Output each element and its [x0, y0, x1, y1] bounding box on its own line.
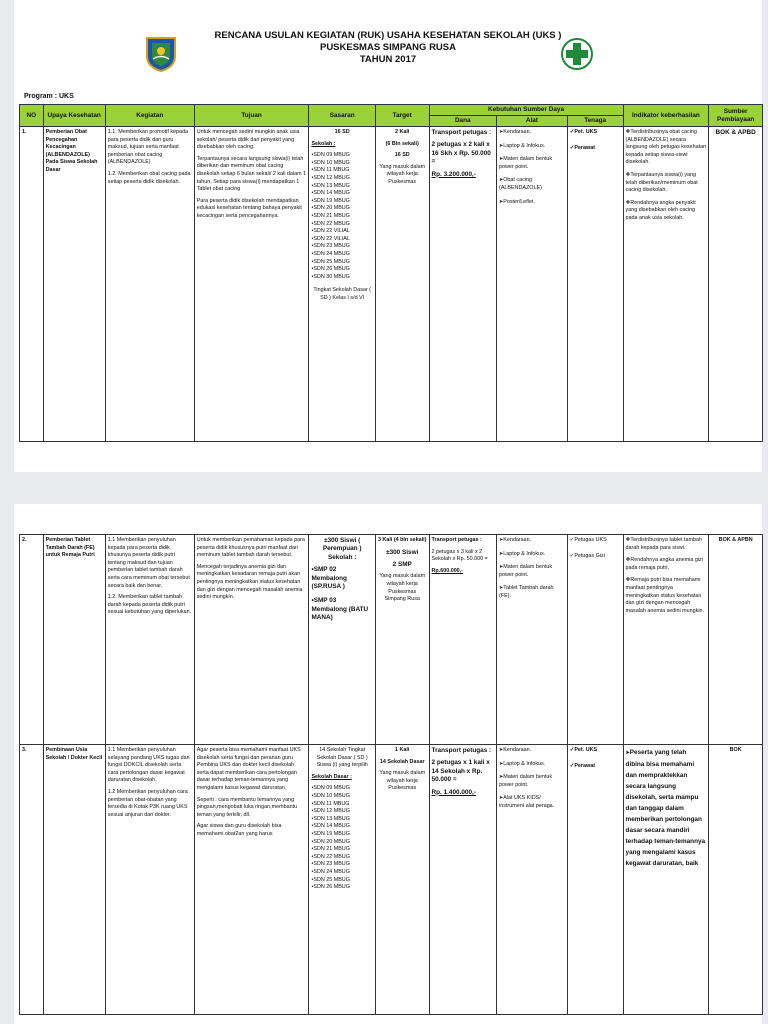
list-item: ✓ Perawat: [570, 763, 621, 771]
list-item: ➤ Kendaraan.: [499, 537, 565, 545]
row-dana: [429, 535, 497, 745]
row-sumber: BOK & APBD: [709, 127, 763, 442]
list-item: ❖ Rendahnya angka penyakit yang disebabkan oleh cacing pada anak usia sekolah.: [626, 200, 707, 223]
title-line-2: PUSKESMAS SIMPANG RUSA: [319, 42, 456, 53]
col-header-upaya: Upaya Kesehatan: [43, 105, 105, 127]
list-item: ❖ Remaja putri bisa memahami manfaat pentingnya meningkatkan status kesehatan dan gizi dengan mencegah masalah anemia sedini mungkin.: [626, 577, 707, 615]
list-item: ✓ Petugas Gizi: [570, 553, 621, 561]
row-number: 3.: [20, 745, 44, 1015]
dana-item: 2 petugas x 2 kali x 16 Skh x Rp. 50.000 =: [431, 141, 491, 166]
program-label: Program : UKS: [24, 93, 74, 100]
list-item: ➤ Laptop & Infokus.: [499, 761, 565, 769]
list-item: ❖ Rendahnya angka anemia gizi pada remaja putri.: [626, 557, 707, 572]
row-tujuan: [194, 127, 309, 442]
list-item: • SDN 23 MBUG: [311, 243, 372, 251]
list-item: • SDN 13 MBUG: [311, 816, 372, 824]
dana-total: Rp.600.000,-: [431, 567, 463, 574]
tujuan-item: Seperti : cara membantu temannya yang pingsan,mengobati luka ringan,membantu teman yang terkilir, dll.: [196, 796, 298, 818]
list-item: • SDN 22 VILIAL: [311, 228, 372, 236]
list-item: • SDN 25 MBUG: [311, 877, 372, 885]
list-item: • SDN 25 MBUG: [311, 259, 372, 267]
dana-item: 2 petugas x 1 kali x 14 Sekolah x Rp. 50.000 =: [431, 759, 490, 784]
list-item: • SDN 20 MBUG: [311, 839, 372, 847]
list-item: ➤ Kendaraan.: [499, 129, 565, 137]
tujuan-item: Para peserta didik disekolah mendapatkan edukasi kesehatan tentang bahaya penyakit kecacingan serta pencegahannya.: [196, 197, 302, 219]
row-indikator: [623, 127, 709, 442]
list-item: ✓ Perawat: [570, 145, 621, 153]
title-line-3: TAHUN 2017: [359, 54, 417, 65]
list-item: • SDN 20 MBUG: [311, 205, 372, 213]
list-item: • SDN 21 MBUG: [311, 213, 372, 221]
row-alat: [497, 745, 568, 1015]
list-item: • SDN 22 MBUG: [311, 221, 372, 229]
list-item: ➤ Alat UKS KIDS/ instrument alat peraga.: [499, 795, 565, 810]
kegiatan-item: 1.2. Memberikan obat cacing pada setiap peserta didik disekolah.: [107, 170, 191, 185]
dana-item: Transport petugas :: [431, 537, 482, 543]
list-item: ❖ Terdistribusinya obat cacing (ALBENDAZOLE) secara langsung oleh petugas kesehatan kepada setiap siswa-siswi disekolah.: [626, 129, 707, 167]
col-header-kebutuhan: Kebutuhan Sumber Daya: [429, 105, 623, 116]
list-item: • SDN 21 MBUG: [311, 846, 372, 854]
list-item: • SDN 26 MBUG: [311, 266, 372, 274]
row-kegiatan: [105, 127, 194, 442]
tujuan-item: Untuk memberikan pemahaman kepada para peserta didik khususnya putri manfaat dari meminum tablet tambah darah tersebut.: [196, 537, 305, 559]
target-item: Yang masuk dalam wilayah kerja Puskesmas: [379, 163, 426, 185]
target-item: 16 SD: [394, 152, 410, 159]
row-upaya: Pemberian Obat Pencegahan Kecacingan (ALBENDAZOLE) Pada Siswa Sekolah Dasar: [43, 127, 105, 442]
col-header-tenaga: Tenaga: [567, 116, 623, 127]
row-tujuan: [194, 745, 309, 1015]
sasaran-footer: Tingkat Sekolah Dasar ( SD ) Kelas I s/d VI: [313, 287, 371, 301]
list-item: • SDN 09 MBUG: [311, 785, 372, 793]
sasaran-heading: 14 Sekolah Tingkat Sekolah Dasar ( SD ) Siswa (i) yang terpilih: [316, 747, 368, 769]
col-header-indikator: Indikator keberhasilan: [623, 105, 709, 127]
list-item: • SMP 03 Membalong (BATU MANA): [311, 597, 372, 622]
tujuan-item: Agar siswa dan guru disekolah bisa memahami obat2an yang harus: [196, 823, 282, 837]
dana-total: Rp. 3.200.000,-: [431, 170, 476, 178]
sasaran-school-list: [311, 152, 372, 281]
ruk-table-page-2: [19, 534, 763, 1015]
document-title: [14, 30, 762, 66]
col-header-dana: Dana: [429, 116, 497, 127]
title-line-1: RENCANA USULAN KEGIATAN (RUK) USAHA KESEHATAN SEKOLAH (UKS ): [214, 30, 562, 41]
row-dana: [429, 127, 497, 442]
col-header-sasaran: Sasaran: [309, 105, 375, 127]
list-item: ➤ Poster/Leflet.: [499, 199, 565, 207]
table-row: [20, 745, 763, 1015]
row-tujuan: [194, 535, 309, 745]
tujuan-item: Terpantaunya secara langsung siswa(i) telah diberikan dan meminum obat cacing disekolah setiap 6 bulan sekali/ 2 kali dalam 1 tahun, Setiap para siswa(i) mendapatkan 1 Tablet obat cacing: [196, 155, 307, 193]
sasaran-school-list: [311, 566, 372, 622]
tujuan-item: Untuk mencegah sedini mungkin anak usia sekolah/ peserta didik dari penyakit yang disebabkan oleh cacing.: [196, 129, 300, 151]
list-item: • SDN 30 MBUG: [311, 274, 372, 282]
row-alat: [497, 127, 568, 442]
col-header-sumber: Sumber Pembiayaan: [709, 105, 763, 127]
list-item: • SDN 14 MBUG: [311, 823, 372, 831]
row-target: [375, 535, 429, 745]
list-item: ➤ Obat cacing (ALBENDAZOLE): [499, 177, 565, 192]
row-sasaran: [309, 535, 375, 745]
target-item: 14 Sekolah Dasar: [379, 758, 425, 765]
list-item: • SDN 12 MBUG: [311, 175, 372, 183]
list-item: • SDN 10 MBUG: [311, 160, 372, 168]
kegiatan-item: 1.1 Memberikan penyuluhan selayang pandang UKS tugas dan fungsi DOKCIL disekolah serta cara pertolongan dasar kegawat daruratan disekolah.: [107, 747, 190, 784]
list-item: • SDN 11 MBUG: [311, 167, 372, 175]
row-number: 1.: [20, 127, 44, 442]
list-item: • SDN 11 MBUG: [311, 801, 372, 809]
list-item: ➤ Materi dalam bentuk power point.: [499, 156, 565, 171]
row-upaya: Pemberian Tablet Tambah Darah (FE) untuk Remaja Putri: [43, 535, 105, 745]
document-page-2: [14, 504, 762, 1024]
health-cross-icon: [561, 38, 593, 70]
row-number: 2.: [20, 535, 44, 745]
row-tenaga: [567, 535, 623, 745]
tujuan-item: Agar peserta bisa memahami manfaat UKS disekolah serta fungsi dan peranan guru Pembina UKS dan dokter kecil disekolah serta dapat memberikan cara pertolongan dasar terhadap teman-temannya yang mengalami kasus kegawat daruratan.: [196, 747, 301, 791]
kegiatan-item: 1.2. Memberikan tablet tambah darah kepada peserta didik putri sesuai kebutuhan yang diperlukan.: [107, 594, 192, 616]
row-target: [375, 745, 429, 1015]
row-sasaran: [309, 745, 375, 1015]
target-item: 3 Kali (4 bln sekali): [377, 537, 427, 543]
kegiatan-item: 1.1. Memberikan promotif kepada para peserta didik dan guru maksud, tujuan serta manfaat pemberian obat cacing (ALBENDAZOLE): [107, 129, 189, 166]
row-sasaran: [309, 127, 375, 442]
list-item: • SDN 19 MBUG: [311, 831, 372, 839]
row-kegiatan: [105, 535, 194, 745]
col-header-tujuan: Tujuan: [194, 105, 309, 127]
row-upaya: Pembinaan Usia Sekolah / Dokter Kecil: [43, 745, 105, 1015]
list-item: ✓ Pet. UKS: [570, 747, 621, 755]
target-item: ±300 Siswi: [386, 548, 419, 556]
target-item: Yang masuk dalam wilayah kerja Puskesmas: [379, 770, 426, 792]
row-target: [375, 127, 429, 442]
document-page-1: [14, 0, 762, 472]
list-item: ➤ Laptop & Infokus.: [499, 551, 565, 559]
list-item: ➤ Peserta yang telah dibina bisa memahami dan mempraktekkan secara langsung disekolah, serta mampu dan tanggap dalam memberikan pertolongan dasar secara mandiri terhadap teman-temannya yang mengalami kasus kegawat daruratan, baik: [626, 747, 707, 869]
list-item: ➤ Tablet Tambah darah (FE).: [499, 585, 565, 600]
dana-item: Transport petugas :: [431, 129, 492, 136]
row-sumber: BOK: [709, 745, 763, 1015]
tujuan-item: Mencegah terjadinya anemia gizi dan meningkatkan kesadaran remaja putri akan pentingnya meningkatkan status kesehatan dan gizi dengan mencegah masalah anemia sedini mungkin.: [196, 563, 303, 601]
kegiatan-item: 1.1 Memberikan penyuluhan kepada para peserta didik khusunya peserta didik putri tentang maksud dan tujuan pemberian tablet tambah darah serta cara meminum obat tersebut secara baik dan benar.: [107, 537, 190, 589]
sasaran-school-list: [311, 785, 372, 891]
list-item: • SDN 24 MBUG: [311, 251, 372, 259]
list-item: • SDN 22 MBUG: [311, 854, 372, 862]
list-item: ❖ Terdistribusinya tablet tambah darah kepada para siswi.: [626, 537, 707, 552]
target-item: (6 Bln sekali): [385, 140, 419, 147]
list-item: • SDN 13 MBUG: [311, 183, 372, 191]
row-indikator: [623, 745, 709, 1015]
list-item: • SDN 19 MBUG: [311, 198, 372, 206]
sasaran-label: Sekolah Dasar :: [311, 773, 352, 780]
list-item: • SDN 22 VILIAL: [311, 236, 372, 244]
list-item: ➤ Laptop & Infokus.: [499, 143, 565, 151]
list-item: ➤ Materi dalam bentuk power point.: [499, 774, 565, 789]
row-tenaga: [567, 745, 623, 1015]
target-item: 2 SMP: [392, 561, 412, 568]
row-kegiatan: [105, 745, 194, 1015]
table-row: [20, 535, 763, 745]
list-item: ➤ Materi dalam bentuk power point.: [499, 564, 565, 579]
col-header-alat: Alat: [497, 116, 568, 127]
table-row: [20, 127, 763, 442]
list-item: • SDN 12 MBUG: [311, 808, 372, 816]
list-item: • SDN 09 MBUG: [311, 152, 372, 160]
row-indikator: [623, 535, 709, 745]
row-dana: [429, 745, 497, 1015]
target-item: 1 Kali: [395, 747, 410, 753]
sasaran-heading: ±300 Siswi ( Perempuan ) Sekolah :: [322, 537, 362, 561]
target-item: Yang masuk dalam wilayah kerja Puskesmas Simpang Rusa: [379, 573, 426, 603]
dana-total: Rp. 1.400.000,-: [431, 788, 476, 796]
target-item: 2 Kali: [395, 129, 410, 135]
dana-item: Transport petugas :: [431, 747, 492, 754]
row-tenaga: [567, 127, 623, 442]
kegiatan-item: 1.2 Memberikan penyuluhan cara pemberian obat-obatan yang tersedia di Kotak P3K ruang UKS sesuai anjuran dari dokter.: [107, 788, 188, 818]
ruk-table-page-1: [19, 104, 763, 442]
list-item: ✓ Pet. UKS: [570, 129, 621, 137]
list-item: • SDN 23 MBUG: [311, 861, 372, 869]
list-item: • SDN 24 MBUG: [311, 869, 372, 877]
list-item: ➤ Kendaraan.: [499, 747, 565, 755]
list-item: ✓ Petugas UKS: [570, 537, 621, 545]
col-header-no: NO: [20, 105, 44, 127]
row-alat: [497, 535, 568, 745]
row-sumber: BOK & APBN: [709, 535, 763, 745]
list-item: • SDN 10 MBUG: [311, 793, 372, 801]
list-item: • SDN 14 MBUG: [311, 190, 372, 198]
list-item: • SDN 26 MBUG: [311, 884, 372, 892]
col-header-target: Target: [375, 105, 429, 127]
sasaran-label: Sekolah :: [311, 140, 336, 147]
col-header-kegiatan: Kegiatan: [105, 105, 194, 127]
list-item: • SMP 02 Membalong (SP.RUSA ): [311, 566, 372, 591]
sasaran-heading: 16 SD: [334, 129, 350, 135]
dana-item: 2 petugas x 3 kali x 2 Sekolah x Rp. 50.000 =: [431, 548, 488, 563]
list-item: ❖ Terpantaunya siswa(i) yang telah diberikan/meminum obat cacing disekolah.: [626, 172, 707, 195]
